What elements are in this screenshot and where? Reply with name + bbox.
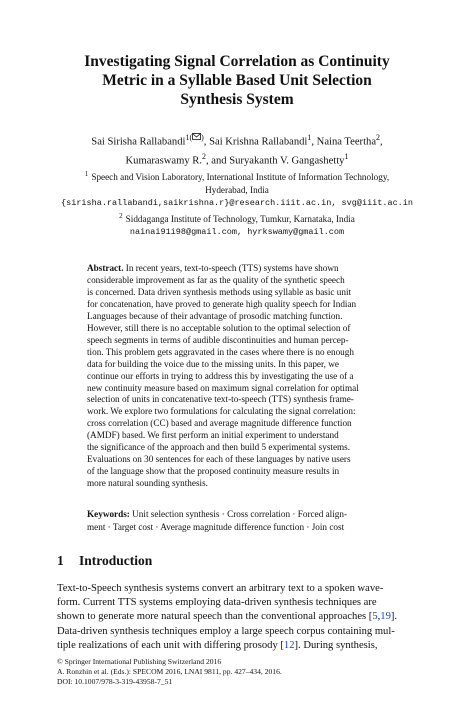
author-superscript: 1 bbox=[307, 133, 312, 142]
abstract-line: However, still there is no acceptable solution to the optimal selection of bbox=[87, 322, 351, 333]
body-line: tiple realizations of each unit with differing prosody [12]. During synthesis, bbox=[57, 639, 378, 651]
copyright-line: © Springer International Publishing Switzerland 2016 bbox=[57, 657, 222, 666]
section-title: Introduction bbox=[79, 553, 153, 568]
author-name: Sai Sirisha Rallabandi bbox=[91, 136, 186, 148]
abstract-line: continue our efforts in trying to address this by investigating the use of a bbox=[87, 370, 354, 381]
affiliation-2-line-1: $^2$ Siddaganga Institute of Technology, Tumkur, Karnataka, India bbox=[119, 212, 355, 225]
abstract-line: tion. This problem gets aggravated in the cases where there is no enough bbox=[87, 346, 354, 357]
abstract-line: selection of units in concatenative text-to-speech (TTS) synthesis frame- bbox=[87, 394, 354, 405]
body-line: Text-to-Speech synthesis systems convert an arbitrary text to a spoken wave- bbox=[57, 583, 384, 594]
author-name: , Sai Krishna Rallabandi bbox=[203, 136, 308, 148]
abstract-label: Abstract. bbox=[87, 263, 124, 273]
abstract-line: Languages because of their advantage of prosodic matching function. bbox=[87, 310, 343, 321]
keywords bbox=[87, 508, 391, 533]
author-superscript: 1 bbox=[344, 151, 349, 161]
citation-link[interactable]: 12 bbox=[283, 639, 295, 651]
body-paragraph bbox=[57, 582, 419, 653]
abstract-line: of the language show that the proposed continuity measure results in bbox=[87, 466, 340, 477]
citation-link[interactable]: 5 bbox=[372, 611, 378, 623]
author-superscript: 1( ) bbox=[185, 133, 204, 142]
citation-link[interactable]: 19 bbox=[380, 611, 391, 623]
abstract-line: new continuity measure based on maximum signal correlation for optimal bbox=[87, 382, 359, 393]
abstract-line: considerable improvement as far as the quality of the synthetic speech bbox=[87, 274, 345, 285]
keywords-line-2: ment · Target cost · Average magnitude difference function · Join cost bbox=[87, 521, 345, 532]
author-superscript: 2 bbox=[202, 151, 206, 161]
abstract-line: work. We explore two formulations for calculating the signal correlation: bbox=[87, 406, 356, 417]
abstract-line: speech segments in terms of audible discontinuities and human percep- bbox=[87, 334, 349, 345]
doi-line: DOI: 10.1007/978-3-319-43958-7_51 bbox=[57, 677, 173, 686]
author-line-1: Sai Sirisha Rallabandi$^{1( )}$, Sai Krishna Rallabandi$^1$, Naina Teertha$^2$, bbox=[91, 133, 383, 148]
citation-line: A. Ronzhin et al. (Eds.): SPECOM 2016, LNAI 9811, pp. 427–434, 2016. bbox=[57, 667, 282, 676]
affiliation-1-line-1: $^1$ Speech and Vision Laboratory, International Institute of Information Technology, bbox=[84, 170, 390, 183]
author-name: , Naina Teertha bbox=[311, 136, 377, 148]
title-line-2: Metric in a Syllable Based Unit Selection bbox=[102, 72, 372, 89]
paper-title bbox=[40, 52, 434, 109]
author-superscript: 2 bbox=[376, 133, 381, 142]
envelope-icon bbox=[192, 133, 201, 140]
abstract-line: Abstract. In recent years, text-to-speech (TTS) systems have shown bbox=[87, 263, 339, 273]
author-line-2 bbox=[20, 150, 454, 169]
author-name: , and Suryakanth V. Gangashetty bbox=[206, 155, 345, 167]
author-name: Kumaraswamy R. bbox=[125, 155, 202, 167]
body-line: shown to generate more natural speech than the conventional approaches [5,19]. bbox=[57, 611, 398, 623]
abstract-line: Evaluations on 30 sentences for each of these languages by native users bbox=[87, 454, 351, 465]
abstract-line: the significance of the approach and then build 5 experimental systems. bbox=[87, 442, 351, 453]
abstract-line: is concerned. Data driven synthesis methods using syllable as basic unit bbox=[87, 286, 352, 297]
abstract-line: (AMDF) based. We first perform an initial experiment to understand bbox=[87, 430, 339, 441]
keywords-label: Keywords: bbox=[87, 509, 130, 519]
affiliation-1-emails: {sirisha.rallabandi,saikrishna.r}@research.iiit.ac.in, svg@iiit.ac.in bbox=[61, 198, 413, 209]
abstract bbox=[87, 263, 391, 490]
title-line-3: Synthesis System bbox=[180, 91, 294, 108]
title-line-1: Investigating Signal Correlation as Continuity bbox=[84, 53, 390, 70]
abstract-line: cross correlation (CC) based and average magnitude difference function bbox=[87, 418, 352, 429]
section-heading bbox=[57, 553, 152, 569]
affiliation-2-emails: nainai91i98@gmail.com, hyrkswamy@gmail.com bbox=[129, 227, 345, 238]
affiliations bbox=[20, 168, 454, 239]
section-number: 1 bbox=[57, 553, 64, 568]
copyright-footer bbox=[57, 657, 282, 687]
abstract-line: for concatenation, have proved to generate high quality speech for Indian bbox=[87, 298, 357, 309]
body-line: form. Current TTS systems employing data-driven synthesis techniques are bbox=[57, 597, 377, 609]
abstract-line: data for building the voice due to the missing units. In this paper, we bbox=[87, 358, 339, 369]
affiliation-1-line-2: Hyderabad, India bbox=[205, 185, 269, 196]
author-list bbox=[20, 131, 454, 168]
body-line: Data-driven synthesis techniques employ a large speech corpus containing mul- bbox=[57, 625, 395, 637]
abstract-line: more natural sounding synthesis. bbox=[87, 478, 208, 489]
keywords-line-1: Keywords: Unit selection synthesis · Cross correlation · Forced align- bbox=[87, 509, 348, 519]
